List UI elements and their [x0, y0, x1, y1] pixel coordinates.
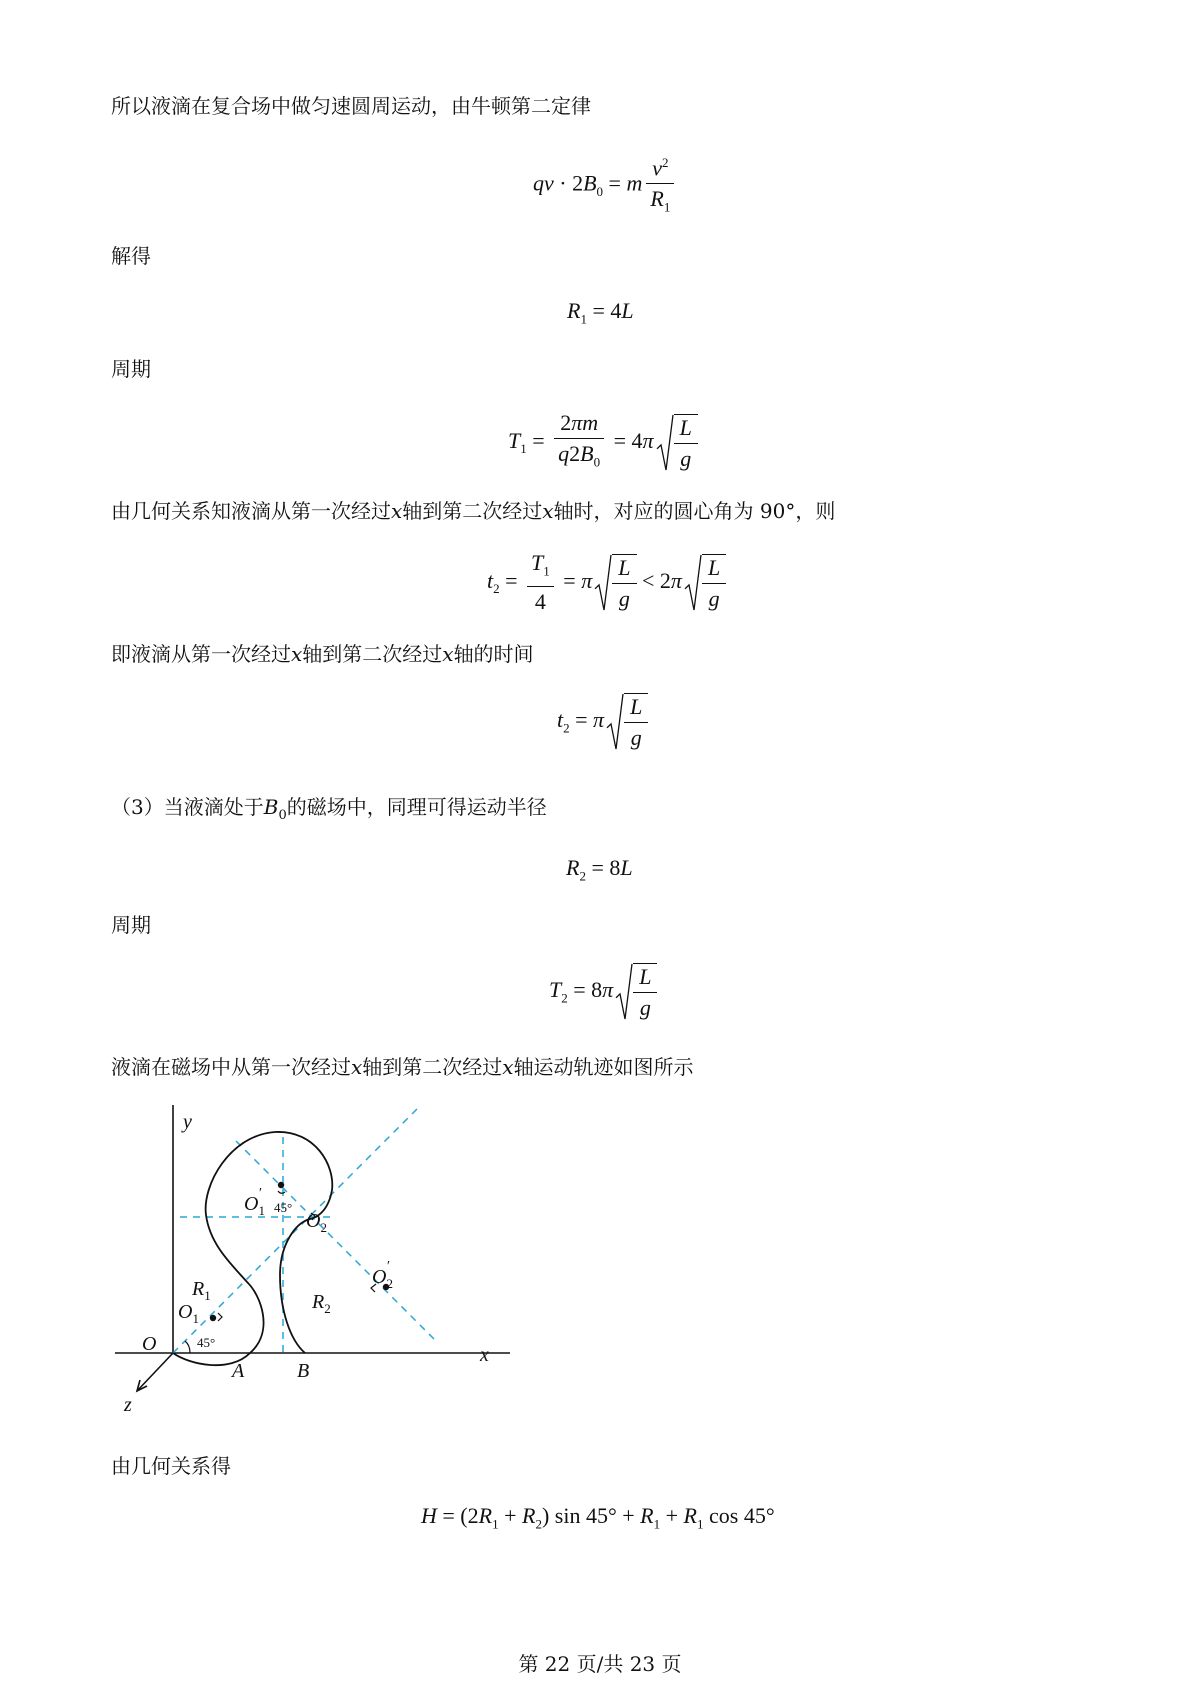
label-o2-prime: $O_2'$	[372, 1259, 393, 1291]
label-o2: $O_2$	[306, 1210, 327, 1235]
equation-t2: $t_2 = \pi$ $\frac{L}{g}$	[557, 693, 648, 751]
equation-t1: $T_1$ = $\frac{2\pi m}{q2B_0}$ = 4π $\frac{L}{g}$	[508, 410, 698, 475]
text-line-part3: （3）当液滴处于$B_0$的磁场中，同理可得运动半径	[111, 795, 547, 823]
page-footer: 第 22 页/共 23 页	[518, 1652, 682, 1676]
label-b: B	[297, 1360, 310, 1382]
text-line-geometry-angle: 由几何关系知液滴从第一次经过x轴到第二次经过x轴时，对应的圆心角为 90°，则	[111, 499, 836, 523]
label-o1-prime: $O_1'$	[244, 1186, 265, 1218]
label-y: y	[183, 1111, 192, 1133]
label-angle-origin: 45°	[197, 1335, 216, 1350]
text-line-trajectory: 液滴在磁场中从第一次经过x轴到第二次经过x轴运动轨迹如图所示	[111, 1055, 694, 1079]
trajectory-figure	[110, 1095, 550, 1425]
text-line-geometry-result: 由几何关系得	[111, 1454, 231, 1478]
label-z: z	[124, 1394, 132, 1416]
right-angle-marks	[218, 1191, 376, 1321]
text-line-period: 周期	[111, 357, 151, 381]
equation-height: $H = (2R_1 + R_2)$ $\sin 45^\circ + R_1 + R_1$ cos 45°	[421, 1503, 775, 1532]
trajectory-curve	[173, 1132, 332, 1365]
equation-r1: $R_1 = 4L$	[567, 298, 634, 327]
text-line-time: 即液滴从第一次经过x轴到第二次经过x轴的时间	[111, 642, 534, 666]
equation-t2-period: $T_2 = 8\pi$ $\frac{L}{g}$	[549, 963, 657, 1021]
label-x: x	[480, 1344, 489, 1366]
label-angle-center: 45°	[274, 1200, 293, 1215]
text-line-period-2: 周期	[111, 913, 151, 937]
label-origin: O	[142, 1333, 157, 1355]
label-r2: $R_2$	[312, 1291, 331, 1316]
equation-t2-inequality: $t_2$ = $\frac{T_1}{4}$ = π $\frac{L}{g}$ < 2π $\frac{L}{g}$	[487, 550, 726, 615]
label-r1: $R_1$	[192, 1278, 211, 1303]
equation-r2: $R_2 = 8L$	[566, 855, 633, 884]
text-line-newton: 所以液滴在复合场中做匀速圆周运动，由牛顿第二定律	[111, 94, 591, 118]
axes	[115, 1105, 510, 1391]
label-o1: $O_1$	[178, 1301, 199, 1326]
text-line-solve: 解得	[111, 244, 151, 268]
label-a: A	[232, 1360, 245, 1382]
equation-newton-second-law: qv · $2B_0 = m$ $\frac{v^2}{R_1}$	[533, 150, 678, 221]
center-dots	[210, 1182, 389, 1321]
